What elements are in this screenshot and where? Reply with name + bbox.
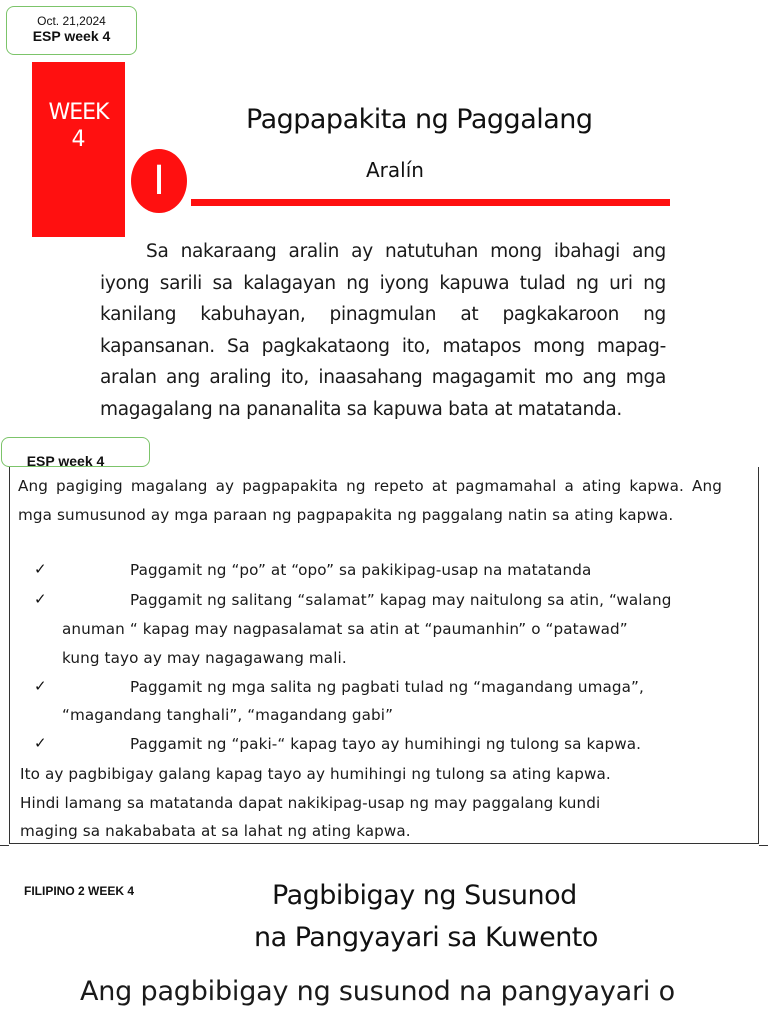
section-label-text: ESP week 4 <box>26 453 105 469</box>
bullet-2-line-2: anuman “ kapag may nagpasalamat sa atin at “paumanhin” o “patawad” <box>62 620 628 638</box>
bullet-4-line-1: Paggamit ng “paki-“ kapag tayo ay humihingi ng tulong sa kapwa. <box>130 735 642 753</box>
bullet-2-line-1: Paggamit ng salitang “salamat” kapag may naitulong sa atin, “walang <box>130 591 672 609</box>
check-icon: ✓ <box>34 734 47 752</box>
closing-line-1: Ito ay pagbibigay galang kapag tayo ay humihingi ng tulong sa ating kapwa. <box>20 765 611 783</box>
date-label-box <box>6 6 137 55</box>
box-bottom-line-right <box>759 845 768 846</box>
filipino-title-line-2: na Pangyayari sa Kuwento <box>254 922 598 953</box>
filipino-body-text: Ang pagbibigay ng susunod na pangyayari o <box>80 976 675 1007</box>
bullet-2-line-3: kung tayo ay may nagagawang mali. <box>62 649 347 667</box>
bullet-1-line-1: Paggamit ng “po” at “opo” sa pakikipag-usap na matatanda <box>130 561 592 579</box>
title-divider <box>191 199 670 206</box>
intro-text: Sa nakaraang aralin ay natutuhan mong ibahagi ang iyong sarili sa kalagayan ng iyong kapuwa tulad ng uri ng kanilang kabuhayan, pinagmulan at pagkakaroon ng kapansanan. Sa pagkakataong ito, matapos mong mapag-aralan ang araling ito, inaasahang magagamit mo ang mga magagalang na pananalita sa kapuwa bata at matatanda. <box>100 241 666 420</box>
week-badge-number: 4 <box>71 127 86 152</box>
section-label-box <box>1 437 150 467</box>
intro-paragraph <box>100 236 666 425</box>
check-icon: ✓ <box>34 677 47 695</box>
date-text: Oct. 21,2024 <box>37 14 106 28</box>
week-label-text: ESP week 4 <box>32 28 111 44</box>
week-badge <box>32 62 125 237</box>
lesson-subtitle: Aralín <box>366 158 424 182</box>
closing-line-3: maging sa nakababata at sa lahat ng ating kapwa. <box>20 822 411 840</box>
check-icon: ✓ <box>34 560 47 578</box>
lesson-title: Pagpapakita ng Paggalang <box>246 104 593 135</box>
filipino-label: FILIPINO 2 WEEK 4 <box>24 884 135 898</box>
lesson-badge-circle: I <box>131 149 187 213</box>
week-badge-label: WEEK <box>48 100 109 125</box>
closing-line-2: Hindi lamang sa matatanda dapat nakikipag-usap ng may paggalang kundi <box>20 794 601 812</box>
check-icon: ✓ <box>34 590 47 608</box>
section-paragraph: Ang pagiging magalang ay pagpapakita ng repeto at pagmamahal a ating kapwa. Ang mga sumusunod ay mga paraan ng pagpapakita ng paggalang natin sa ating kapwa. <box>18 477 722 524</box>
bullet-3-line-2: “magandang tanghali”, “magandang gabi” <box>62 706 394 724</box>
box-bottom-line-left <box>0 845 9 846</box>
filipino-title-line-1: Pagbibigay ng Susunod <box>272 880 577 911</box>
bullet-3-line-1: Paggamit ng mga salita ng pagbati tulad ng “magandang umaga”, <box>130 678 644 696</box>
